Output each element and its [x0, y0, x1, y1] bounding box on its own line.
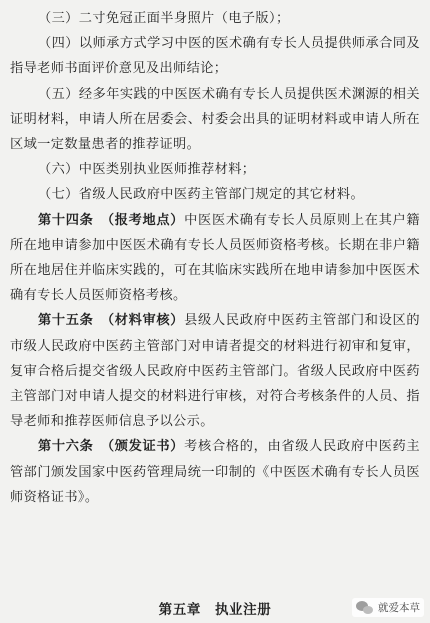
list-item-paragraph [10, 31, 420, 81]
list-item-paragraph [10, 82, 420, 158]
paragraph-text: （七）省级人民政府中医药主管部门规定的其它材料。 [38, 187, 365, 203]
article-title: 第十六条 （颁发证书） [38, 439, 185, 455]
list-item-paragraph [10, 182, 420, 207]
paragraph-text: （五）经多年实践的中医医术确有专长人员提供医术渊源的相关证明材料，申请人所在居委会、村委会出具的证明材料或申请人所在区域一定数量患者的推荐证明。 [10, 86, 420, 153]
article-paragraph [10, 434, 420, 510]
paragraph-text: （六）中医类别执业医师推荐材料； [38, 162, 256, 178]
article-title: 第十四条 （报考地点） [38, 212, 185, 228]
wechat-icon [356, 601, 374, 615]
article-title: 第十五条 （材料审核） [38, 313, 185, 329]
paragraph-text: 考核合格的，由省级人民政府中医药主管部门颁发国家中医药管理局统一印制的《中医医术确有专长人员医师资格证书》。 [10, 439, 420, 505]
paragraph-text: 县级人民政府中医药主管部门和设区的市级人民政府中医药主管部门对申请者提交的材料进行初审和复审，复审合格后提交省级人民政府中医药主管部门。省级人民政府中医药主管部门对申请人提交的材料进行审核，对符合考核条件的人员、指导老师和推荐医师信息予以公示。 [10, 313, 420, 430]
paragraph-text: （四）以师承方式学习中医的医术确有专长人员提供师承合同及指导老师书面评价意见及出师结论； [10, 36, 420, 77]
wechat-watermark [352, 598, 424, 617]
list-item-paragraph [10, 157, 420, 182]
paragraph-text: 中医医术确有专长人员原则上在其户籍所在地申请参加中医医术确有专长人员医师资格考核。长期在非户籍所在地居住并临床实践的，可在其临床实践所在地申请参加中医医术确有专长人员医师资格考核。 [10, 212, 420, 304]
chapter-number: 第五章 [158, 602, 201, 618]
article-paragraph [10, 308, 420, 434]
list-item-paragraph [10, 6, 420, 31]
paragraph-text: （三）二寸免冠正面半身照片（电子版）； [38, 11, 290, 26]
article-paragraph [10, 208, 420, 309]
watermark-text: 就爱本草 [378, 602, 420, 614]
chapter-title: 执业注册 [214, 602, 272, 618]
